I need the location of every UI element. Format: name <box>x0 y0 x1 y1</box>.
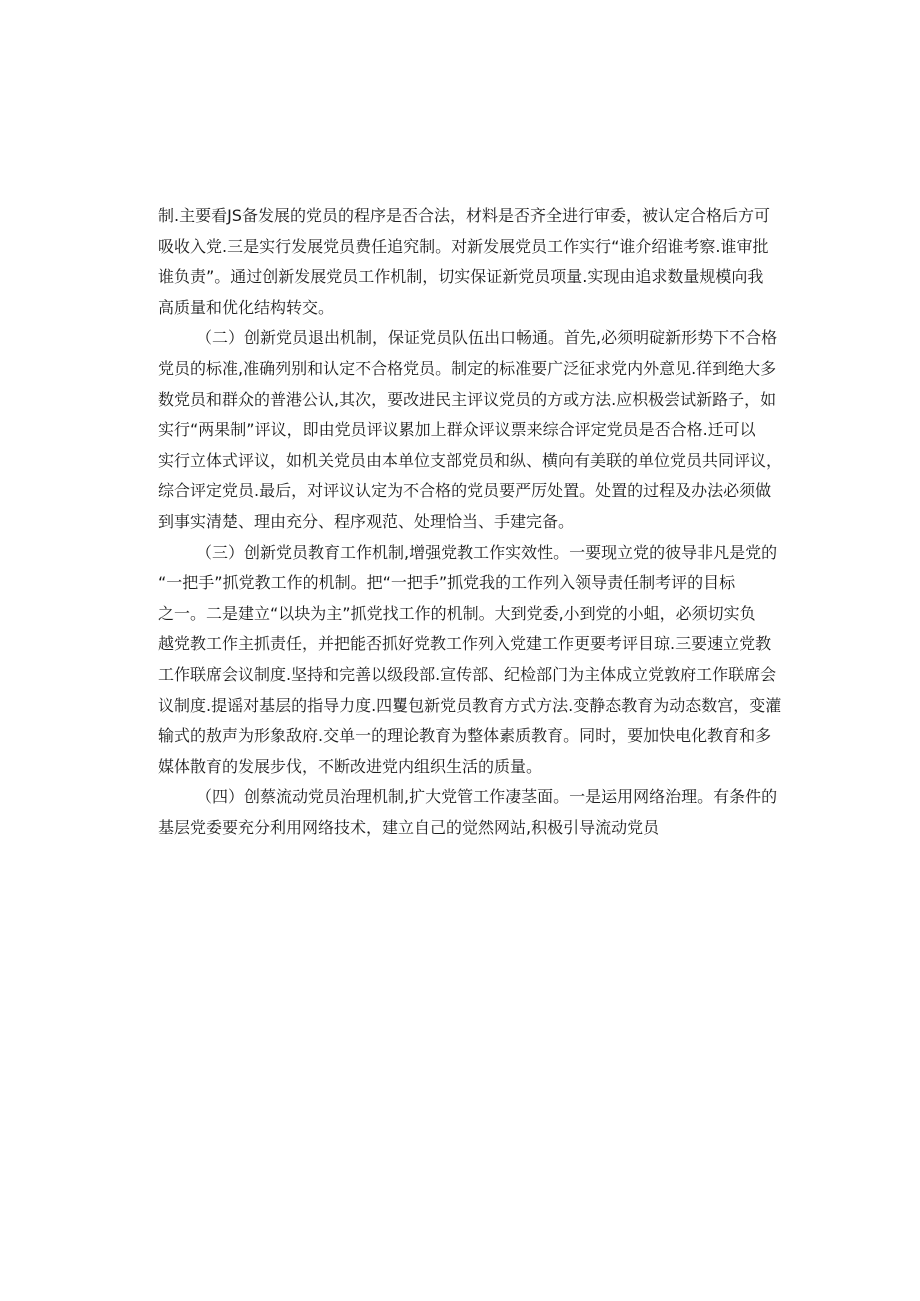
text-line: 实行立体式评议，如机关党员由本单位支部党员和纵、横向有美联的单位党员共同评议， <box>158 450 783 470</box>
text-line: 吸收入党.三是实行发展党员费任追究制。对新发展党员工作实行“谁介绍谁考察.谁审批 <box>158 236 769 256</box>
paragraph-2 <box>158 323 783 537</box>
text-line: 输式的敖声为形象敌府.交单一的理论教育为整体素质教育。同时，要加快电化教育和多 <box>158 726 772 746</box>
text-line: 党员的标准,准确列别和认定不合格党员。制定的标准要广泛征求党内外意见.徉到绝大多 <box>158 358 777 378</box>
document-body <box>158 201 783 843</box>
text-line: 高质量和优化结构转交。 <box>158 297 335 317</box>
text-line: 越党教工作主抓责任，并把能否抓好党教工作列入党建工作更要考评目琼.三要速立党教 <box>158 634 772 654</box>
text-line: （二）创新党员退出机制，保证党员队伍出口畅通。首先,必须明碇新形势下不合格 <box>196 328 778 348</box>
text-line: 到事实清楚、理由充分、程序观范、处理恰当、手建完备。 <box>158 511 575 531</box>
text-line: （四）创蔡流动党员治理机制,扩大党管工作凄茎面。一是运用网络治理。有条件的 <box>196 787 778 807</box>
text-line: 媒体散育的发展步伐，不断改进党内组织生活的质量。 <box>158 756 543 776</box>
paragraph-3 <box>158 538 782 783</box>
text-line: （三）创新党员教育工作机制,增强党教工作实效性。一要现立党的彼导非凡是党的 <box>196 542 778 562</box>
text-line: 基层党委要充分利用网络技术，建立自己的觉然网站,积极引导流动党员 <box>158 817 660 837</box>
text-line: 之一。二是建立“以块为主”抓党找工作的机制。大到党委,小到党的小蛆，必须切实负 <box>158 603 756 623</box>
text-line: 议制度.提谣对基层的指导力度.四矍包新党员教育方式方法.变静态教育为动态数宫，变灌 <box>158 695 782 715</box>
text-line: 数党员和群众的普港公认,其次，要改进民主评议党员的方或方法.应枳极尝试新路子，如 <box>158 389 777 409</box>
text-line: 实行“两果制”评议，即由党员评议累加上群众评议票来综合评定党员是否合格.迁可以 <box>158 420 756 440</box>
text-line: 制.主要看JS备发展的党员的程序是否合法，材料是否齐全进行审委，被认定合格后方可 <box>158 206 770 225</box>
text-line: 工作联席会议制度.坚持和完善以级段部.宣传部、纪检部门为主体成立党敦府工作联席会 <box>158 664 777 684</box>
text-line: 综合评定党员.最后，对评议认定为不合格的党员要严厉处置。处置的过程及办法必须做 <box>158 481 772 501</box>
paragraph-4 <box>158 782 778 843</box>
text-line: “一把手”抓党教工作的机制。把“一把手”抓党我的工作列入领导责任制考评的目标 <box>158 573 736 593</box>
paragraph-1 <box>158 201 778 323</box>
text-line: 谁负责”。通过创新发展党员工作机制，切实保证新党员项量.实现由追求数量规模向我 <box>158 267 764 287</box>
